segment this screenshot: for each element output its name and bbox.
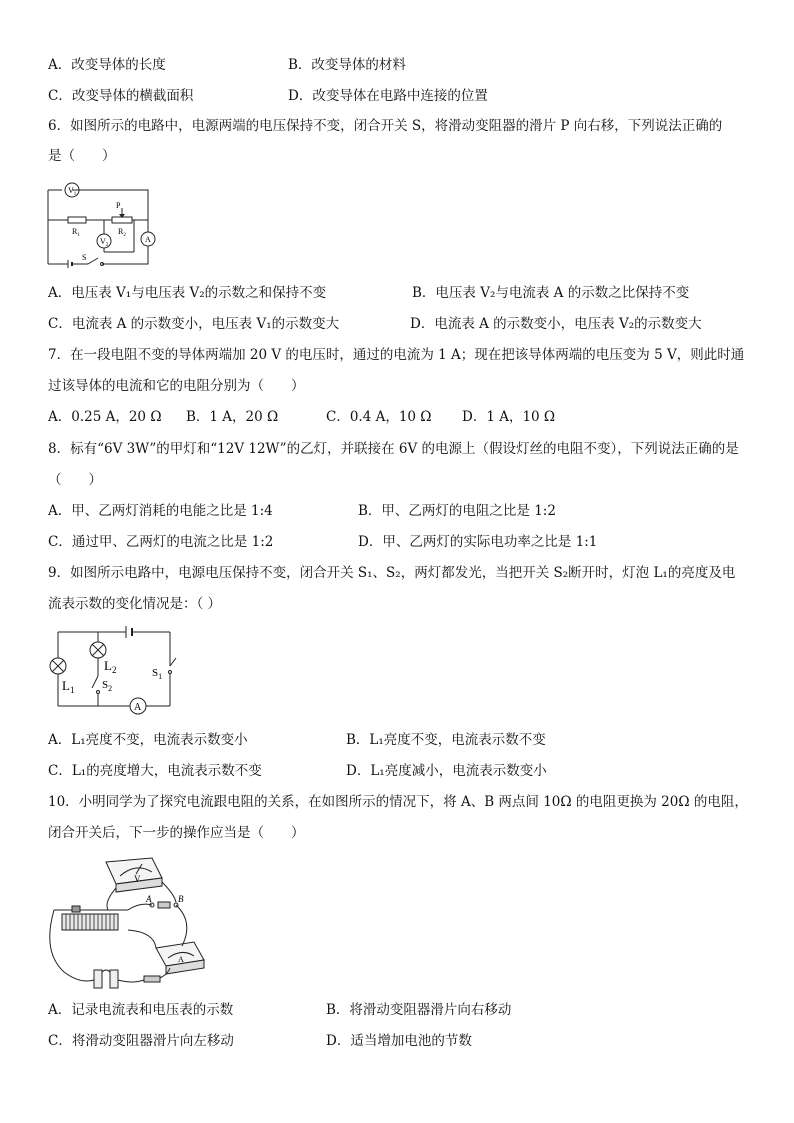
- q6-fig-ammeter-label: A: [145, 235, 151, 244]
- q5-option-b: B．改变导体的材料: [288, 57, 406, 73]
- q7-option-a: A．0.25 A，20 Ω: [48, 409, 162, 425]
- q6-fig-r2-label: $R_2$: [118, 227, 126, 238]
- q6-fig-v1-label: $V_1$: [68, 186, 77, 197]
- q8-option-d: D．甲、乙两灯的实际电功率之比是 1:1: [358, 534, 598, 550]
- q9-fig-ammeter-label: A: [134, 702, 142, 713]
- q8-stem-line1: 8．标有“6V 3W”的甲灯和“12V 12W”的乙灯，并联接在 6V 的电源上（假设灯丝的电阻不变），下列说法正确的是: [48, 441, 739, 457]
- q10-option-b: B．将滑动变阻器滑片向右移动: [326, 1002, 512, 1018]
- q9-option-b: B．L₁亮度不变，电流表示数不变: [346, 732, 546, 748]
- q6-option-c: C．电流表 A 的示数变小，电压表 V₁的示数变大: [48, 316, 340, 332]
- q9-circuit-diagram: [44, 622, 184, 720]
- q6-stem-line2: 是（ ）: [48, 148, 116, 164]
- q6-option-b: B．电压表 V₂与电流表 A 的示数之比保持不变: [412, 285, 690, 301]
- q6-fig-r1-label: $R_1$: [72, 227, 80, 238]
- q9-option-c: C．L₁的亮度增大，电流表示数不变: [48, 763, 262, 779]
- q10-fig-point-a: A: [146, 894, 152, 904]
- q10-option-a: A．记录电流表和电压表的示数: [48, 1002, 234, 1018]
- q6-circuit-diagram: [44, 176, 164, 270]
- q8-option-b: B．甲、乙两灯的电阻之比是 1:2: [358, 503, 556, 519]
- q9-stem-line2: 流表示数的变化情况是：（ ）: [48, 596, 222, 612]
- q10-fig-ammeter-label: A: [178, 955, 184, 964]
- q6-fig-p-label: P: [116, 201, 121, 210]
- q6-option-d: D．电流表 A 的示数变小，电压表 V₂的示数变大: [410, 316, 702, 332]
- q8-stem-line2: （ ）: [48, 472, 102, 488]
- q5-option-c: C．改变导体的横截面积: [48, 88, 194, 104]
- q9-option-d: D．L₁亮度减小，电流表示数变小: [346, 763, 547, 779]
- q10-stem-line2: 闭合开关后，下一步的操作应当是（ ）: [48, 825, 305, 841]
- q10-stem-line1: 10．小明同学为了探究电流跟电阻的关系，在如图所示的情况下，将 A、B 两点间 10Ω 的电阻更换为 20Ω 的电阻，: [48, 794, 748, 810]
- q7-option-b: B．1 A，20 Ω: [186, 409, 279, 425]
- q9-stem-line1: 9．如图所示电路中，电源电压保持不变，闭合开关 S₁、S₂，两灯都发光，当把开关 S₂断开时，灯泡 L₁的亮度及电: [48, 565, 736, 581]
- q6-option-a: A．电压表 V₁与电压表 V₂的示数之和保持不变: [48, 285, 327, 301]
- q7-option-d: D．1 A，10 Ω: [462, 409, 556, 425]
- q7-option-c: C．0.4 A，10 Ω: [326, 409, 432, 425]
- q7-stem-line2: 过该导体的电流和它的电阻分别为（ ）: [48, 378, 305, 394]
- q9-fig-s1-label: $S_1$: [152, 667, 163, 681]
- q10-option-c: C．将滑动变阻器滑片向左移动: [48, 1033, 234, 1049]
- q9-fig-l1-label: $L_1$: [62, 678, 75, 695]
- q8-option-a: A．甲、乙两灯消耗的电能之比是 1:4: [48, 503, 273, 519]
- q5-option-d: D．改变导体在电路中连接的位置: [288, 88, 488, 104]
- q10-option-d: D．适当增加电池的节数: [326, 1033, 472, 1049]
- q8-option-c: C．通过甲、乙两灯的电流之比是 1:2: [48, 534, 274, 550]
- q10-fig-point-b: B: [178, 894, 184, 904]
- q9-fig-s2-label: $S_2$: [102, 679, 113, 693]
- q9-fig-l2-label: $L_2$: [104, 658, 117, 675]
- q9-option-a: A．L₁亮度不变，电流表示数变小: [48, 732, 248, 748]
- q10-fig-voltmeter-label: V: [134, 874, 141, 884]
- q6-fig-v2-label: $V_2$: [100, 237, 109, 248]
- q6-fig-s-label: S: [82, 253, 87, 262]
- q5-option-a: A．改变导体的长度: [48, 57, 166, 73]
- q6-stem-line1: 6．如图所示的电路中，电源两端的电压保持不变，闭合开关 S，将滑动变阻器的滑片 P 向右移，下列说法正确的: [48, 118, 723, 134]
- q7-stem-line1: 7．在一段电阻不变的导体两端加 20 V 的电压时，通过的电流为 1 A；现在把该导体两端的电压变为 5 V，则此时通: [48, 347, 745, 363]
- q10-apparatus-diagram: [44, 852, 224, 992]
